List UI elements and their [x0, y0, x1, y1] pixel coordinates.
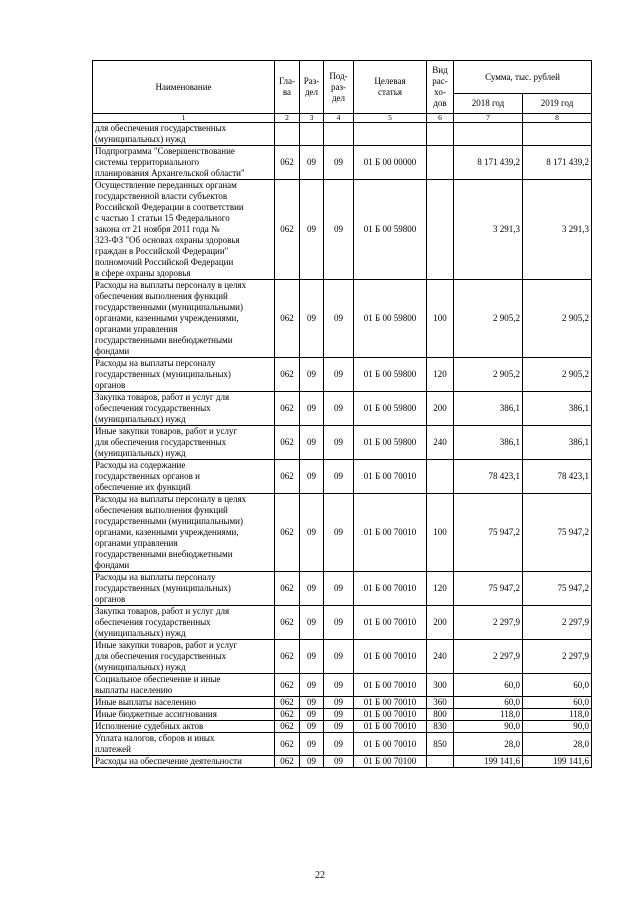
row-name: Иные бюджетные ассигнования — [93, 709, 275, 721]
row-amount-2018: 199 141,6 — [454, 756, 523, 768]
row-section: 09 — [300, 180, 324, 280]
row-section: 09 — [300, 721, 324, 733]
row-amount-2019: 2 297,9 — [523, 640, 592, 674]
row-amount-2018: 2 905,2 — [454, 358, 523, 392]
row-amount-2018: 90,0 — [454, 721, 523, 733]
row-chapter: 062 — [275, 674, 300, 697]
table-row — [93, 426, 592, 460]
row-expense-type: 800 — [427, 709, 454, 721]
row-name: Подпрограмма "Совершенствование системы территориального планирования Архангельской области" — [93, 146, 275, 180]
row-amount-2019: 386,1 — [523, 392, 592, 426]
row-amount-2018: 2 905,2 — [454, 280, 523, 358]
row-amount-2018: 28,0 — [454, 733, 523, 756]
row-target: 01 Б 00 59800 — [354, 392, 427, 426]
table-header — [93, 61, 592, 123]
row-section: 09 — [300, 674, 324, 697]
row-name: Расходы на выплаты персоналу в целях обеспечения выполнения функций государственными (муниципальными) органами, казенными учреждениями, органами управления государственными внебюджетными фондами — [93, 280, 275, 358]
row-chapter: 062 — [275, 709, 300, 721]
row-target: 01 Б 00 70010 — [354, 697, 427, 709]
row-amount-2018: 386,1 — [454, 392, 523, 426]
row-chapter: 062 — [275, 640, 300, 674]
row-expense-type: 100 — [427, 280, 454, 358]
row-amount-2019: 118,0 — [523, 709, 592, 721]
row-subsection: 09 — [324, 640, 354, 674]
row-amount-2019: 90,0 — [523, 721, 592, 733]
table-row — [93, 733, 592, 756]
row-amount-2018: 60,0 — [454, 674, 523, 697]
row-subsection: 09 — [324, 426, 354, 460]
row-name: Уплата налогов, сборов и иных платежей — [93, 733, 275, 756]
row-subsection: 09 — [324, 280, 354, 358]
row-amount-2019 — [523, 123, 592, 146]
row-target — [354, 123, 427, 146]
row-name: Расходы на выплаты персоналу государственных (муниципальных) органов — [93, 358, 275, 392]
row-subsection: 09 — [324, 733, 354, 756]
table-row — [93, 180, 592, 280]
header-sum: Сумма, тыс. рублей — [454, 61, 592, 94]
row-name: Расходы на обеспечение деятельности — [93, 756, 275, 768]
row-target: 01 Б 00 70010 — [354, 606, 427, 640]
column-number: 5 — [354, 114, 427, 123]
row-amount-2018 — [454, 123, 523, 146]
table-row — [93, 392, 592, 426]
row-section: 09 — [300, 146, 324, 180]
row-expense-type: 200 — [427, 392, 454, 426]
row-target: 01 Б 00 70010 — [354, 674, 427, 697]
budget-table — [92, 60, 592, 768]
table-row — [93, 606, 592, 640]
row-target: 01 Б 00 00000 — [354, 146, 427, 180]
row-subsection: 09 — [324, 146, 354, 180]
column-number: 8 — [523, 114, 592, 123]
row-name: Осуществление переданных органам государственной власти субъектов Российской Федерации в соответствии с частью 1 статьи 15 Федерального закона от 21 ноября 2011 года № 323-ФЗ "Об основах охраны здоровья граждан в Российской Федерации" полномочий Российской Федерации в сфере охраны здоровья — [93, 180, 275, 280]
row-amount-2019: 60,0 — [523, 697, 592, 709]
row-name: Исполнение судебных актов — [93, 721, 275, 733]
row-target: 01 Б 00 70010 — [354, 733, 427, 756]
row-target: 01 Б 00 70010 — [354, 460, 427, 494]
row-name: Социальное обеспечение и иные выплаты населению — [93, 674, 275, 697]
row-chapter: 062 — [275, 280, 300, 358]
row-amount-2018: 386,1 — [454, 426, 523, 460]
row-amount-2018: 3 291,3 — [454, 180, 523, 280]
table-row — [93, 697, 592, 709]
row-chapter: 062 — [275, 756, 300, 768]
row-subsection: 09 — [324, 721, 354, 733]
header-name: Наименование — [93, 61, 275, 114]
table-row — [93, 123, 592, 146]
row-expense-type: 850 — [427, 733, 454, 756]
row-name: Закупка товаров, работ и услуг для обеспечения государственных (муниципальных) нужд — [93, 392, 275, 426]
header-section: Раз- дел — [300, 61, 324, 114]
row-section: 09 — [300, 358, 324, 392]
row-expense-type: 120 — [427, 358, 454, 392]
row-subsection — [324, 123, 354, 146]
row-name: Иные закупки товаров, работ и услуг для обеспечения государственных (муниципальных) нужд — [93, 640, 275, 674]
row-amount-2019: 60,0 — [523, 674, 592, 697]
row-section: 09 — [300, 640, 324, 674]
row-amount-2019: 2 905,2 — [523, 280, 592, 358]
row-section: 09 — [300, 697, 324, 709]
row-target: 01 Б 00 70010 — [354, 572, 427, 606]
row-amount-2019: 28,0 — [523, 733, 592, 756]
row-target: 01 Б 00 70010 — [354, 721, 427, 733]
row-amount-2019: 199 141,6 — [523, 756, 592, 768]
row-subsection: 09 — [324, 572, 354, 606]
row-expense-type: 240 — [427, 426, 454, 460]
row-target: 01 Б 00 70010 — [354, 709, 427, 721]
row-expense-type — [427, 123, 454, 146]
row-section: 09 — [300, 756, 324, 768]
row-section: 09 — [300, 606, 324, 640]
column-number: 2 — [275, 114, 300, 123]
row-amount-2018: 75 947,2 — [454, 494, 523, 572]
row-subsection: 09 — [324, 358, 354, 392]
row-chapter: 062 — [275, 358, 300, 392]
table-row — [93, 640, 592, 674]
row-expense-type: 100 — [427, 494, 454, 572]
row-expense-type — [427, 180, 454, 280]
column-number: 3 — [300, 114, 324, 123]
row-name: Иные закупки товаров, работ и услуг для обеспечения государственных (муниципальных) нужд — [93, 426, 275, 460]
row-amount-2018: 118,0 — [454, 709, 523, 721]
row-subsection: 09 — [324, 606, 354, 640]
row-amount-2019: 78 423,1 — [523, 460, 592, 494]
row-expense-type — [427, 756, 454, 768]
row-section: 09 — [300, 426, 324, 460]
row-expense-type — [427, 146, 454, 180]
row-subsection: 09 — [324, 709, 354, 721]
header-expense-type: Вид рас- хо- дов — [427, 61, 454, 114]
row-amount-2019: 2 297,9 — [523, 606, 592, 640]
page-number: 22 — [315, 870, 325, 881]
row-subsection: 09 — [324, 494, 354, 572]
column-number: 1 — [93, 114, 275, 123]
row-section: 09 — [300, 572, 324, 606]
table-row — [93, 494, 592, 572]
row-subsection: 09 — [324, 460, 354, 494]
row-expense-type: 200 — [427, 606, 454, 640]
row-section: 09 — [300, 709, 324, 721]
table-row — [93, 756, 592, 768]
row-subsection: 09 — [324, 674, 354, 697]
row-subsection: 09 — [324, 392, 354, 426]
row-target: 01 Б 00 59800 — [354, 358, 427, 392]
column-number: 7 — [454, 114, 523, 123]
row-amount-2019: 75 947,2 — [523, 572, 592, 606]
row-expense-type: 300 — [427, 674, 454, 697]
row-amount-2018: 8 171 439,2 — [454, 146, 523, 180]
table-row — [93, 460, 592, 494]
row-section — [300, 123, 324, 146]
row-amount-2019: 3 291,3 — [523, 180, 592, 280]
row-chapter: 062 — [275, 733, 300, 756]
header-target: Целевая статья — [354, 61, 427, 114]
table-row — [93, 709, 592, 721]
row-amount-2019: 2 905,2 — [523, 358, 592, 392]
table-row — [93, 280, 592, 358]
row-target: 01 Б 00 59800 — [354, 280, 427, 358]
table-row — [93, 358, 592, 392]
row-section: 09 — [300, 392, 324, 426]
row-chapter — [275, 123, 300, 146]
column-number: 6 — [427, 114, 454, 123]
row-section: 09 — [300, 733, 324, 756]
row-section: 09 — [300, 494, 324, 572]
row-target: 01 Б 00 59800 — [354, 426, 427, 460]
row-target: 01 Б 00 70010 — [354, 640, 427, 674]
row-name: Закупка товаров, работ и услуг для обеспечения государственных (муниципальных) нужд — [93, 606, 275, 640]
row-target: 01 Б 00 59800 — [354, 180, 427, 280]
row-name: Расходы на содержание государственных органов и обеспечение их функций — [93, 460, 275, 494]
table-body — [93, 123, 592, 768]
row-name: Расходы на выплаты персоналу в целях обеспечения выполнения функций государственными (муниципальными) органами, казенными учреждениями, органами управления государственными внебюджетными фондами — [93, 494, 275, 572]
row-target: 01 Б 00 70010 — [354, 494, 427, 572]
row-name: Расходы на выплаты персоналу государственных (муниципальных) органов — [93, 572, 275, 606]
table-row — [93, 572, 592, 606]
row-name: для обеспечения государственных (муниципальных) нужд — [93, 123, 275, 146]
header-year-2018: 2018 год — [454, 94, 523, 114]
row-subsection: 09 — [324, 697, 354, 709]
row-chapter: 062 — [275, 460, 300, 494]
header-chapter: Гла- ва — [275, 61, 300, 114]
row-expense-type — [427, 460, 454, 494]
row-chapter: 062 — [275, 572, 300, 606]
table-row — [93, 721, 592, 733]
table-row — [93, 146, 592, 180]
row-chapter: 062 — [275, 392, 300, 426]
table-row — [93, 674, 592, 697]
row-chapter: 062 — [275, 721, 300, 733]
row-chapter: 062 — [275, 494, 300, 572]
row-amount-2019: 386,1 — [523, 426, 592, 460]
row-chapter: 062 — [275, 606, 300, 640]
row-section: 09 — [300, 460, 324, 494]
row-expense-type: 120 — [427, 572, 454, 606]
row-amount-2018: 2 297,9 — [454, 606, 523, 640]
row-chapter: 062 — [275, 426, 300, 460]
row-subsection: 09 — [324, 180, 354, 280]
row-amount-2019: 75 947,2 — [523, 494, 592, 572]
column-number: 4 — [324, 114, 354, 123]
row-subsection: 09 — [324, 756, 354, 768]
header-year-2019: 2019 год — [523, 94, 592, 114]
row-name: Иные выплаты населению — [93, 697, 275, 709]
row-chapter: 062 — [275, 180, 300, 280]
row-amount-2018: 75 947,2 — [454, 572, 523, 606]
row-amount-2018: 60,0 — [454, 697, 523, 709]
row-expense-type: 240 — [427, 640, 454, 674]
header-subsection: Под- раз- дел — [324, 61, 354, 114]
row-expense-type: 360 — [427, 697, 454, 709]
row-section: 09 — [300, 280, 324, 358]
row-chapter: 062 — [275, 146, 300, 180]
row-expense-type: 830 — [427, 721, 454, 733]
row-target: 01 Б 00 70100 — [354, 756, 427, 768]
row-amount-2019: 8 171 439,2 — [523, 146, 592, 180]
row-amount-2018: 78 423,1 — [454, 460, 523, 494]
row-amount-2018: 2 297,9 — [454, 640, 523, 674]
row-chapter: 062 — [275, 697, 300, 709]
